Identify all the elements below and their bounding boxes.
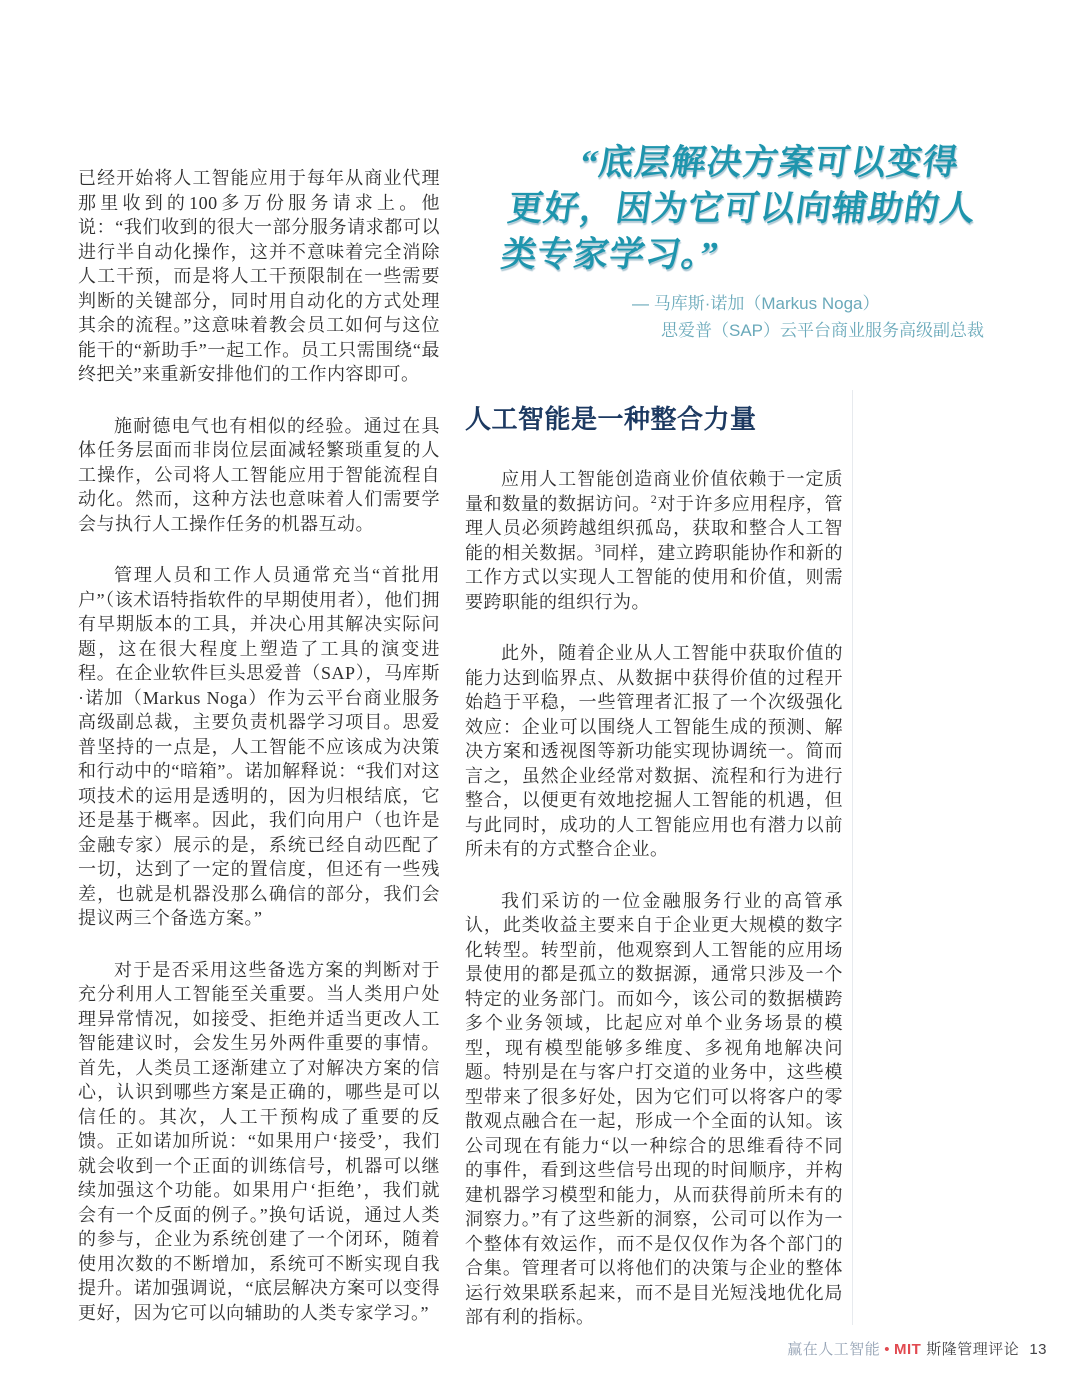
- footer-page-number: 13: [1029, 1341, 1047, 1358]
- footnote-reference-2: 2: [650, 491, 658, 506]
- footnote-reference-3: 3: [595, 540, 602, 555]
- pull-quote-line: 更好，因为它可以向辅助的人: [505, 189, 979, 228]
- pull-quote-line: 类专家学习。”: [498, 235, 722, 274]
- body-paragraph: 我们采访的一位金融服务行业的高管承认，此类收益主要来自于企业更大规模的数字化转型。转型前，他观察到人工智能的应用场景使用的都是孤立的数据源，通常只涉及一个特定的业务部门。而如今，该公司的数据横跨多个业务领域，比起应对单个业务场景的模型，现有模型能够多维度、多视角地解决问题。特别是在与客户打交道的业务中，这些模型带来了很多好处，因为它们可以将客户的零散观点融合在一起，形成一个全面的认知。该公司现在有能力“以一种综合的思维看待不同的事件，看到这些信号出现的时间顺序，并构建机器学习模型和能力，从而获得前所未有的洞察力。”有了这些新的洞察，公司可以作为一个整体有效运作，而不是仅仅作为各个部门的合集。管理者可以将他们的决策与企业的整体运行效果联系起来，而不是目光短浅地优化局部有利的指标。: [465, 890, 843, 1327]
- quote-attribution-title: 思爱普（SAP）云平台商业服务高级副总裁: [661, 321, 985, 340]
- body-paragraph: 此外，随着企业从人工智能中获取价值的能力达到临界点、从数据中获得价值的过程开始趋于平稳，一些管理者汇报了一个次级强化效应：企业可以围绕人工智能生成的预测、解决方案和透视图等新功能实现协调统一。简而言之，虽然企业经常对数据、流程和行为进行整合，以便更有效地挖掘人工智能的机遇，但与此同时，成功的人工智能应用也有潜力以前所未有的方式整合企业。: [465, 643, 843, 859]
- quote-attribution: [632, 290, 1032, 344]
- right-text-column: [465, 399, 843, 1357]
- paragraph-text: 应用人工智能创造商业价值依赖于一定质量和数量的数据访问。: [465, 469, 843, 514]
- body-paragraph: 施耐德电气也有相似的经验。通过在具体任务层面而非岗位层面减轻繁琐重复的人工操作，公司将人工智能应用于智能流程自动化。然而，这种方法也意味着人们需要学会与执行人工操作任务的机器互动。: [78, 415, 440, 534]
- footer-mit-logo-text: MIT: [893, 1341, 922, 1358]
- pull-quote: [498, 140, 1017, 278]
- section-heading: 人工智能是一种整合力量: [465, 404, 757, 434]
- scan-divider-line: [852, 390, 853, 1325]
- body-paragraph: 已经开始将人工智能应用于每年从商业代理那里收到的100多万份服务请求上。他说：“我们收到的很大一部分服务请求都可以进行半自动化操作，这并不意味着完全消除人工干预，而是将人工干预限制在一些需要判断的关键部分，同时用自动化的方式处理其余的流程。”这意味着教会员工如何与这位能干的“新助手”一起工作。员工只需围绕“最终把关”来重新安排他们的工作内容即可。: [78, 168, 440, 384]
- body-paragraph: [465, 467, 843, 614]
- body-paragraph: 对于是否采用这些备选方案的判断对于充分利用人工智能至关重要。当人类用户处理异常情况，如接受、拒绝并适当更改人工智能建议时，会发生另外两件重要的事情。首先，人类员工逐渐建立了对解决方案的信心，认识到哪些方案是正确的，哪些是可以信任的。其次，人工干预构成了重要的反馈。正如诺加所说：“如果用户‘接受’，我们就会收到一个正面的训练信号，机器可以继续加强这个功能。如果用户‘拒绝’，我们就会有一个反面的例子。”换句话说，通过人类的参与，企业为系统创建了一个闭环，随着使用次数的不断增加，系统可不断实现自我提升。诺加强调说，“底层解决方案可以变得更好，因为它可以向辅助的人类专家学习。”: [78, 959, 440, 1323]
- paragraph-text: 同样，建立跨职能协作和新的工作方式以实现人工智能的使用和价值，则需要跨职能的组织行为。: [465, 542, 844, 612]
- footer-journal-name: 斯隆管理评论: [926, 1341, 1020, 1358]
- footer-series-label: 赢在人工智能: [787, 1341, 881, 1358]
- pull-quote-line: “底层解决方案可以变得: [577, 143, 962, 182]
- page-footer: [787, 1338, 1047, 1359]
- footer-separator-dot: •: [884, 1341, 890, 1358]
- left-text-column: [78, 166, 440, 1352]
- paragraph-text: 对于许多应用程序，管理人员必须跨越组织孤岛，获取和整合人工智能的相关数据。: [465, 493, 843, 563]
- body-paragraph: 管理人员和工作人员通常充当“首批用户”（该术语特指软件的早期使用者），他们拥有早期版本的工具，并决心用其解决实际问题，这在很大程度上塑造了工具的演变进程。在企业软件巨头思爱普（SAP），马库斯·诺加（Markus Noga）作为云平台商业服务高级副总裁，主要负责机器学习项目。思爱普坚持的一点是，人工智能不应该成为决策和行动中的“暗箱”。诺加解释说：“我们对这项技术的运用是透明的，因为归根结底，它还是基于概率。因此，我们向用户（也许是金融专家）展示的是，系统已经自动匹配了一切，达到了一定的置信度，但还有一些残差，也就是机器没那么确信的部分，我们会提议两三个备选方案。”: [78, 565, 440, 928]
- quote-attribution-name: — 马库斯·诺加（Markus Noga）: [632, 294, 880, 313]
